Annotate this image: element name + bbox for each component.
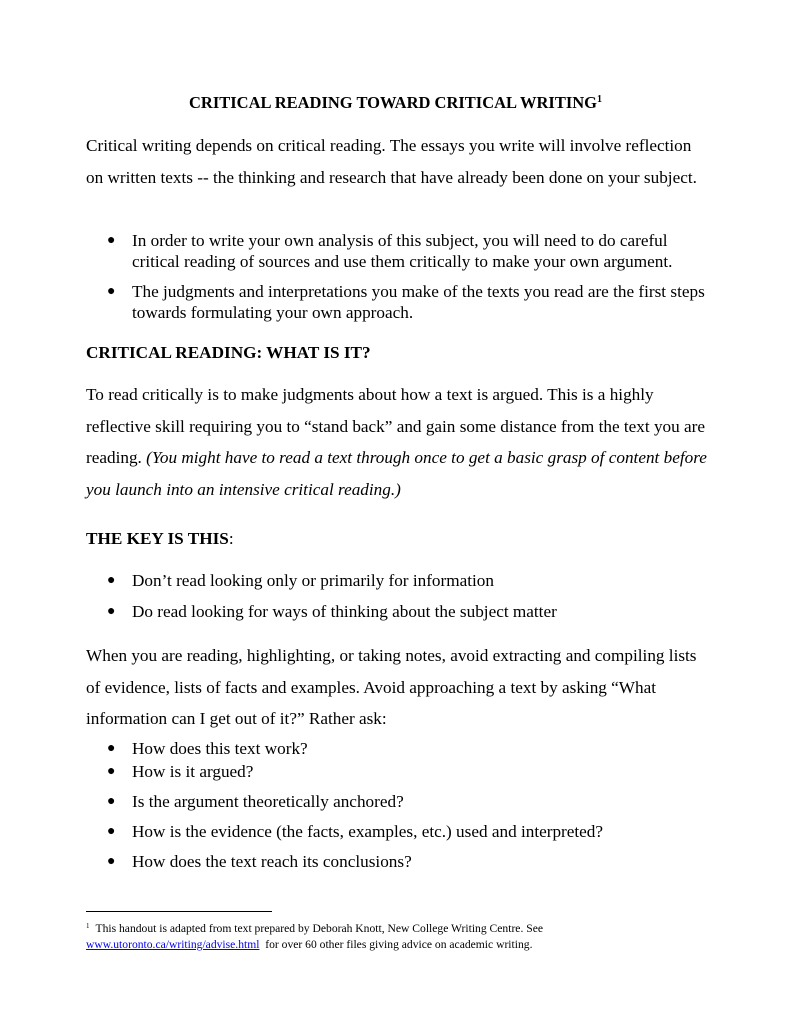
list-item: ● The judgments and interpretations you make of the texts you read are the first steps towards formulating your own approach. [107,282,705,322]
footnote-mark: 1 [86,922,90,930]
section-heading-key: THE KEY IS THIS: [86,529,234,548]
list-item: ● How does the text reach its conclusions? [107,852,412,871]
list-item: ● How does this text work? [107,739,308,758]
bullet-icon: ● [107,233,116,248]
list-item: ● How is the evidence (the facts, examples, etc.) used and interpreted? [107,822,604,841]
list-item: ● Is the argument theoretically anchored? [107,792,404,811]
list-item: ● Do read looking for ways of thinking about the subject matter [107,602,557,621]
questions-bullet-list [107,738,711,873]
italic-note: (You might have to read a text through once to get a basic grasp of content before you launch into an intensive critical reading.) [86,448,707,499]
notes-paragraph: When you are reading, highlighting, or taking notes, avoid extracting and compiling lists of evidence, lists of facts and examples. Avoid approaching a text by asking “What information can I get out of it?” Rather ask: [86,646,697,728]
intro-bullet-list [107,230,711,323]
key-bullet-list [107,570,711,623]
footnote-divider [86,911,272,912]
document-title: CRITICAL READING TOWARD CRITICAL WRITING$^1$ [188,93,602,112]
bullet-icon: ● [107,741,116,756]
bullet-icon: ● [107,794,116,809]
bullet-icon: ● [107,824,116,839]
bullet-icon: ● [107,573,116,588]
bullet-icon: ● [107,764,116,779]
footnote-link[interactable]: www.utoronto.ca/writing/advise.html [86,938,260,951]
bullet-icon: ● [107,284,116,299]
what-is-it-paragraph: To read critically is to make judgments about how a text is argued. This is a highly reflective skill requiring you to “stand back” and gain some distance from the text you are reading. (You might have to read a text through once to get a basic grasp of content before you launch into an intensive critical reading.) [86,385,707,499]
bullet-icon: ● [107,604,116,619]
bullet-icon: ● [107,854,116,869]
list-item: ● Don’t read looking only or primarily for information [107,571,494,590]
intro-paragraph: Critical writing depends on critical reading. The essays you write will involve reflection on written texts -- the thinking and research that have already been done on your subject. [86,136,697,187]
list-item: ● In order to write your own analysis of this subject, you will need to do careful critical reading of sources and use them critically to make your own argument. [107,231,673,271]
section-heading-what-is-it: CRITICAL READING: WHAT IS IT? [86,343,371,362]
list-item: ● How is it argued? [107,762,254,781]
title-footnote-mark: 1 [597,94,602,105]
footnote: $^1$ This handout is adapted from text prepared by Deborah Knott, New College Writing Centre. See www.utoronto.ca/writing/advise.html for over 60 other files giving advice on academic writing. [86,922,543,951]
